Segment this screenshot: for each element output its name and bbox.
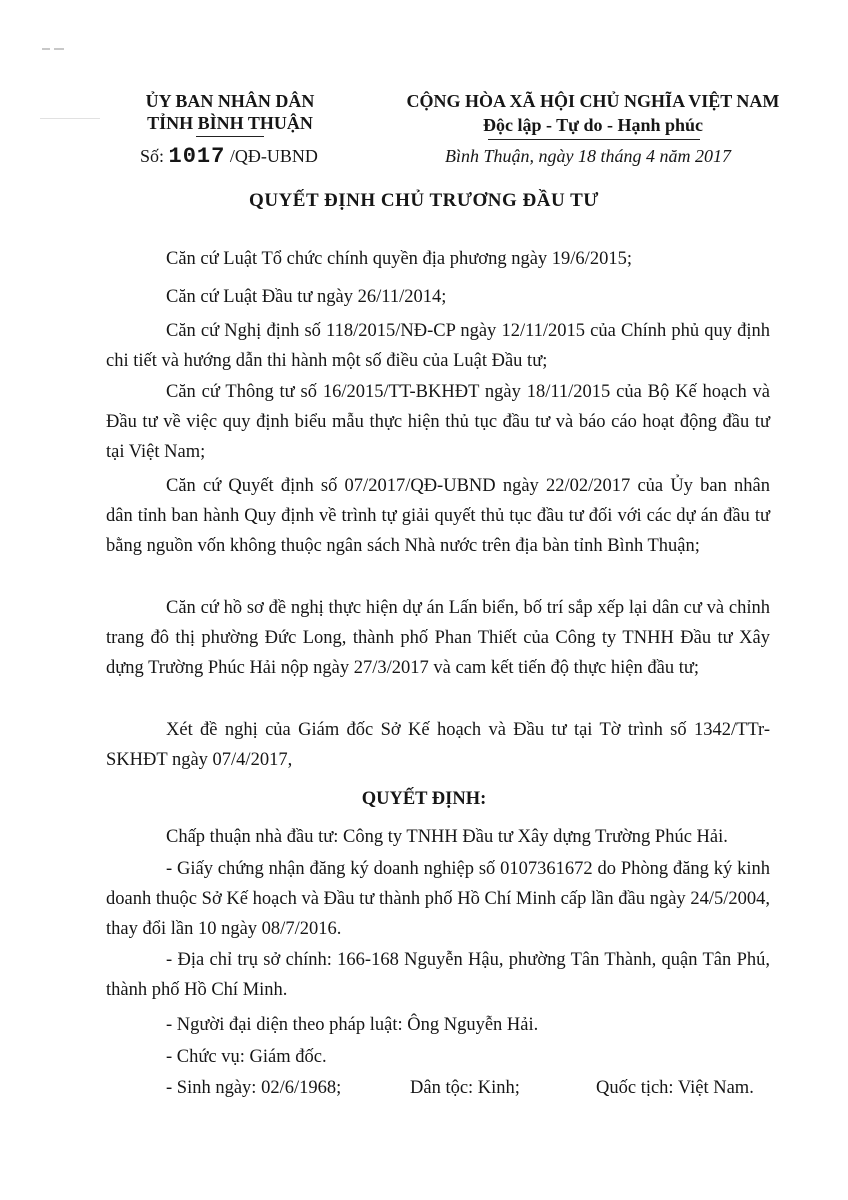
national-title: CỘNG HÒA XÃ HỘI CHỦ NGHĨA VIỆT NAM [406, 91, 780, 111]
number-suffix: /QĐ-UBND [229, 146, 318, 166]
decision-paragraph: - Địa chỉ trụ sở chính: 166-168 Nguyễn Hậu, phường Tân Thành, quận Tân Phú, thành phố Hồ Chí Minh. [106, 950, 770, 1000]
preamble-paragraph: Căn cứ Luật Tổ chức chính quyền địa phương ngày 19/6/2015; [166, 249, 632, 269]
motto-underline [488, 139, 700, 140]
preamble-paragraph: Căn cứ Nghị định số 118/2015/NĐ-CP ngày 12/11/2015 của Chính phủ quy định chi tiết và hướng dẫn thi hành một số điều của Luật Đầu tư; [106, 321, 770, 371]
preamble-paragraph: Căn cứ Luật Đầu tư ngày 26/11/2014; [166, 287, 447, 307]
preamble-paragraph: Xét đề nghị của Giám đốc Sở Kế hoạch và Đầu tư tại Tờ trình số 1342/TTr-SKHĐT ngày 07/4/2017, [106, 720, 770, 770]
decision-paragraph: - Giấy chứng nhận đăng ký doanh nghiệp số 0107361672 do Phòng đăng ký kinh doanh thuộc Sở Kế hoạch và Đầu tư thành phố Hồ Chí Minh cấp lần đầu ngày 24/5/2004, thay đổi lần 10 ngày 08/7/2016. [106, 859, 770, 939]
place-date: Bình Thuận, ngày 18 tháng 4 năm 2017 [445, 146, 731, 166]
birth-date: - Sinh ngày: 02/6/1968; [166, 1078, 342, 1098]
issuing-body-line1: ỦY BAN NHÂN DÂN [145, 91, 315, 111]
number-value: 1017 [168, 144, 226, 169]
scan-artifact [40, 118, 100, 119]
number-prefix: Số: [140, 146, 165, 166]
decision-heading: QUYẾT ĐỊNH: [361, 789, 487, 809]
ethnicity: Dân tộc: Kinh; [410, 1078, 520, 1098]
document-title: QUYẾT ĐỊNH CHỦ TRƯƠNG ĐẦU TƯ [249, 190, 599, 211]
issuing-body-underline [196, 136, 264, 137]
document-number [140, 144, 318, 169]
preamble-paragraph: Căn cứ Quyết định số 07/2017/QĐ-UBND ngày 22/02/2017 của Ủy ban nhân dân tỉnh ban hành Quy định về trình tự giải quyết thủ tục đầu tư đối với các dự án đầu tư bằng nguồn vốn không thuộc ngân sách Nhà nước trên địa bàn tỉnh Bình Thuận; [106, 476, 770, 556]
decision-paragraph: - Chức vụ: Giám đốc. [166, 1047, 327, 1067]
scan-artifact [54, 48, 64, 50]
decision-paragraph: - Người đại diện theo pháp luật: Ông Nguyễn Hải. [166, 1015, 539, 1035]
issuing-body-line2: TỈNH BÌNH THUẬN [147, 113, 313, 133]
nationality: Quốc tịch: Việt Nam. [596, 1078, 754, 1098]
preamble-paragraph: Căn cứ Thông tư số 16/2015/TT-BKHĐT ngày 18/11/2015 của Bộ Kế hoạch và Đầu tư về việc quy định biểu mẫu thực hiện thủ tục đầu tư và báo cáo hoạt động đầu tư tại Việt Nam; [106, 382, 770, 462]
scan-artifact [42, 48, 50, 50]
national-motto: Độc lập - Tự do - Hạnh phúc [482, 115, 704, 135]
preamble-paragraph: Căn cứ hồ sơ đề nghị thực hiện dự án Lấn biển, bố trí sắp xếp lại dân cư và chỉnh trang đô thị phường Đức Long, thành phố Phan Thiết của Công ty TNHH Đầu tư Xây dựng Trường Phúc Hải nộp ngày 27/3/2017 và cam kết tiến độ thực hiện đầu tư; [106, 598, 770, 678]
decision-paragraph: Chấp thuận nhà đầu tư: Công ty TNHH Đầu tư Xây dựng Trường Phúc Hải. [166, 827, 728, 847]
